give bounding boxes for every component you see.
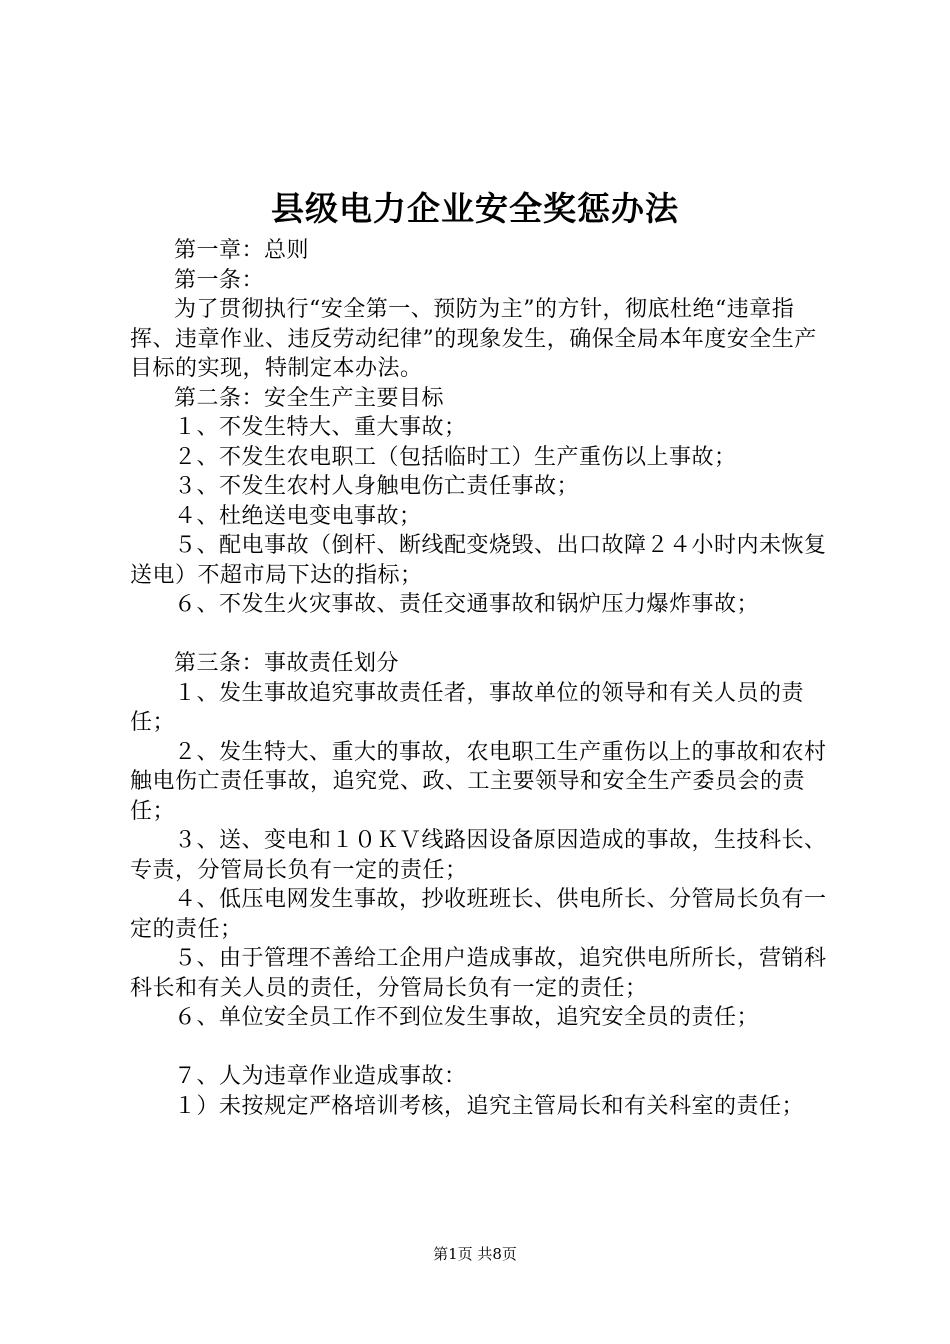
list-item: １）未按规定严格培训考核，追究主管局长和有关科室的责任； bbox=[174, 1093, 805, 1119]
list-item: １、不发生特大、重大事故； bbox=[174, 415, 467, 440]
list-item: ３、不发生农村人身触电伤亡责任事故； bbox=[174, 474, 580, 499]
list-item: ４、低压电网发生事故，抄收班班长、供电所长、分管局长负有一定的责任； bbox=[130, 887, 827, 942]
list-item: ６、单位安全员工作不到位发生事故，追究安全员的责任； bbox=[174, 1005, 760, 1030]
list-item: ５、由于管理不善给工企用户造成事故，追究供电所所长，营销科科长和有关人员的责任，分管局长负有一定的责任； bbox=[130, 946, 827, 1001]
article-heading: 第二条：安全生产主要目标 bbox=[174, 385, 445, 411]
list-item: ７、人为违章作业造成事故： bbox=[174, 1064, 467, 1089]
paragraph: 为了贯彻执行“安全第一、预防为主”的方针，彻底杜绝“违章指挥、违章作业、违反劳动纪律”的现象发生，确保全局本年度安全生产目标的实现，特制定本办法。 bbox=[130, 297, 817, 381]
list-item: １、发生事故追究事故责任者，事故单位的领导和有关人员的责任； bbox=[130, 680, 805, 735]
article-heading: 第三条：事故责任划分 bbox=[174, 651, 400, 676]
article-heading: 第一条： bbox=[174, 267, 265, 293]
document-body bbox=[130, 236, 830, 1121]
page-footer: 第1页 共8页 bbox=[433, 1245, 517, 1263]
chapter-heading: 第一章：总则 bbox=[174, 238, 310, 263]
list-item: ３、送、变电和１０ＫＶ线路因设备原因造成的事故，生技科长、专责，分管局长负有一定的责任； bbox=[130, 828, 827, 883]
list-item: ２、不发生农电职工（包括临时工）生产重伤以上事故； bbox=[174, 444, 737, 470]
document-title: 县级电力企业安全奖惩办法 bbox=[271, 189, 679, 228]
list-item: ６、不发生火灾事故、责任交通事故和锅炉压力爆炸事故； bbox=[174, 592, 760, 617]
list-item: ５、配电事故（倒杆、断线配变烧毁、出口故障２４小时内未恢复送电）不超市局下达的指标； bbox=[130, 533, 827, 588]
list-item: ２、发生特大、重大的事故，农电职工生产重伤以上的事故和农村触电伤亡责任事故，追究党、政、工主要领导和安全生产委员会的责任； bbox=[130, 739, 827, 824]
list-item: ４、杜绝送电变电事故； bbox=[174, 503, 422, 529]
